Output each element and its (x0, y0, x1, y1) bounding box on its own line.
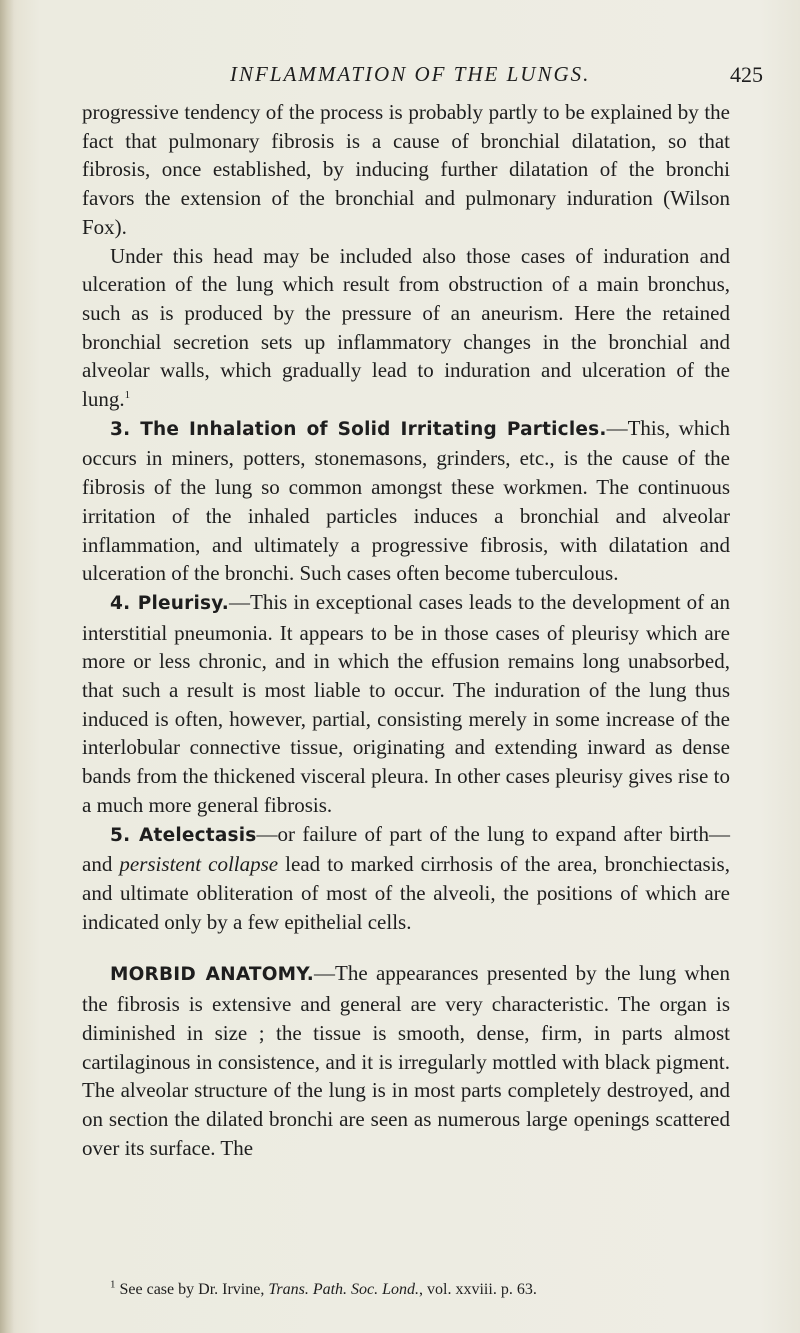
footnote-citation: Trans. Path. Soc. Lond. (268, 1281, 420, 1298)
footnote-text: See case by Dr. Irvine, (115, 1281, 269, 1298)
footnote-text: , vol. xxviii. p. 63. (419, 1281, 537, 1298)
page-gutter-shadow (0, 0, 14, 1333)
paragraph-text: —The appearances presented by the lung when the fibrosis is extensive and general are very characteristic. The organ is diminished in size ; the tissue is smooth, dense, firm, in parts almost cartilaginous in consistence, and it is irregularly mottled with black pigment. The alveolar structure of the lung is in most parts completely destroyed, and on section the dilated bronchi are seen as numerous large openings scattered over its surface. The (82, 961, 730, 1160)
section-heading: MORBID ANATOMY. (110, 964, 315, 986)
paragraph-morbid-anatomy (82, 959, 730, 1162)
footnote (110, 1280, 750, 1300)
paragraph-pleurisy (82, 588, 730, 820)
body-text (82, 98, 730, 1162)
section-heading: 5. Atelectasis (110, 824, 257, 846)
footnote-reference: 1 (124, 389, 131, 402)
page-header (0, 62, 800, 92)
paragraph-text: Under this head may be included also those cases of induration and ulceration of the lung which result from obstruction of a main bronchus, such as is produced by the pressure of an aneurism. Here the retained bronchial secretion sets up inflammatory changes in the bronchial and alveolar walls, which gradually lead to induration and ulceration of the lung. (82, 243, 730, 412)
page-number: 425 (730, 62, 763, 87)
paragraph-text: lead to marked cirrhosis of the area, bronchiectasis, and ultimate obliteration of most of the alveoli, the positions of which are indicated only by a few epithelial cells. (82, 852, 730, 934)
section-heading: 3. The Inhalation of Solid Irritating Particles. (110, 418, 607, 440)
running-head: INFLAMMATION OF THE LUNGS. (230, 62, 591, 86)
italic-term: persistent collapse (119, 852, 279, 877)
paragraph-text: —or failure of part of the lung to expand after birth—and (82, 821, 730, 877)
paragraph-bronchial-obstruction (82, 242, 730, 414)
section-heading: 4. Pleurisy. (110, 592, 230, 614)
paragraph-continuation (82, 98, 730, 242)
footnote-marker: 1 (110, 1278, 116, 1291)
paragraph-text: —This, which occurs in miners, potters, stonemasons, grinders, etc., is the cause of the fibrosis of the lung so common amongst these workmen. The continuous irritation of the inhaled particles induces a bronchial and alveolar inflammation, and ultimately a progressive fibrosis, with dilatation and ulceration of the bronchi. Such cases often become tuberculous. (82, 415, 730, 586)
paragraph-text: —This in exceptional cases leads to the development of an interstitial pneumonia. It appears to be in those cases of pleurisy which are more or less chronic, and in which the effusion remains long unabsorbed, that such a result is most liable to occur. The induration of the lung thus induced is often, however, partial, consisting merely in some increase of the interlobular connective tissue, originating and extending inward as dense bands from the thickened visceral pleura. In other cases pleurisy gives rise to a much more general fibrosis. (82, 589, 730, 817)
paragraph-text: progressive tendency of the process is probably partly to be explained by the fact that pulmonary fibrosis is a cause of bronchial dilatation, so that fibrosis, once established, by inducing further dilatation of the bronchi favors the extension of the bronchial and pulmonary induration (Wilson Fox). (82, 100, 730, 239)
paragraph-inhalation (82, 414, 730, 588)
paragraph-atelectasis (82, 820, 730, 937)
